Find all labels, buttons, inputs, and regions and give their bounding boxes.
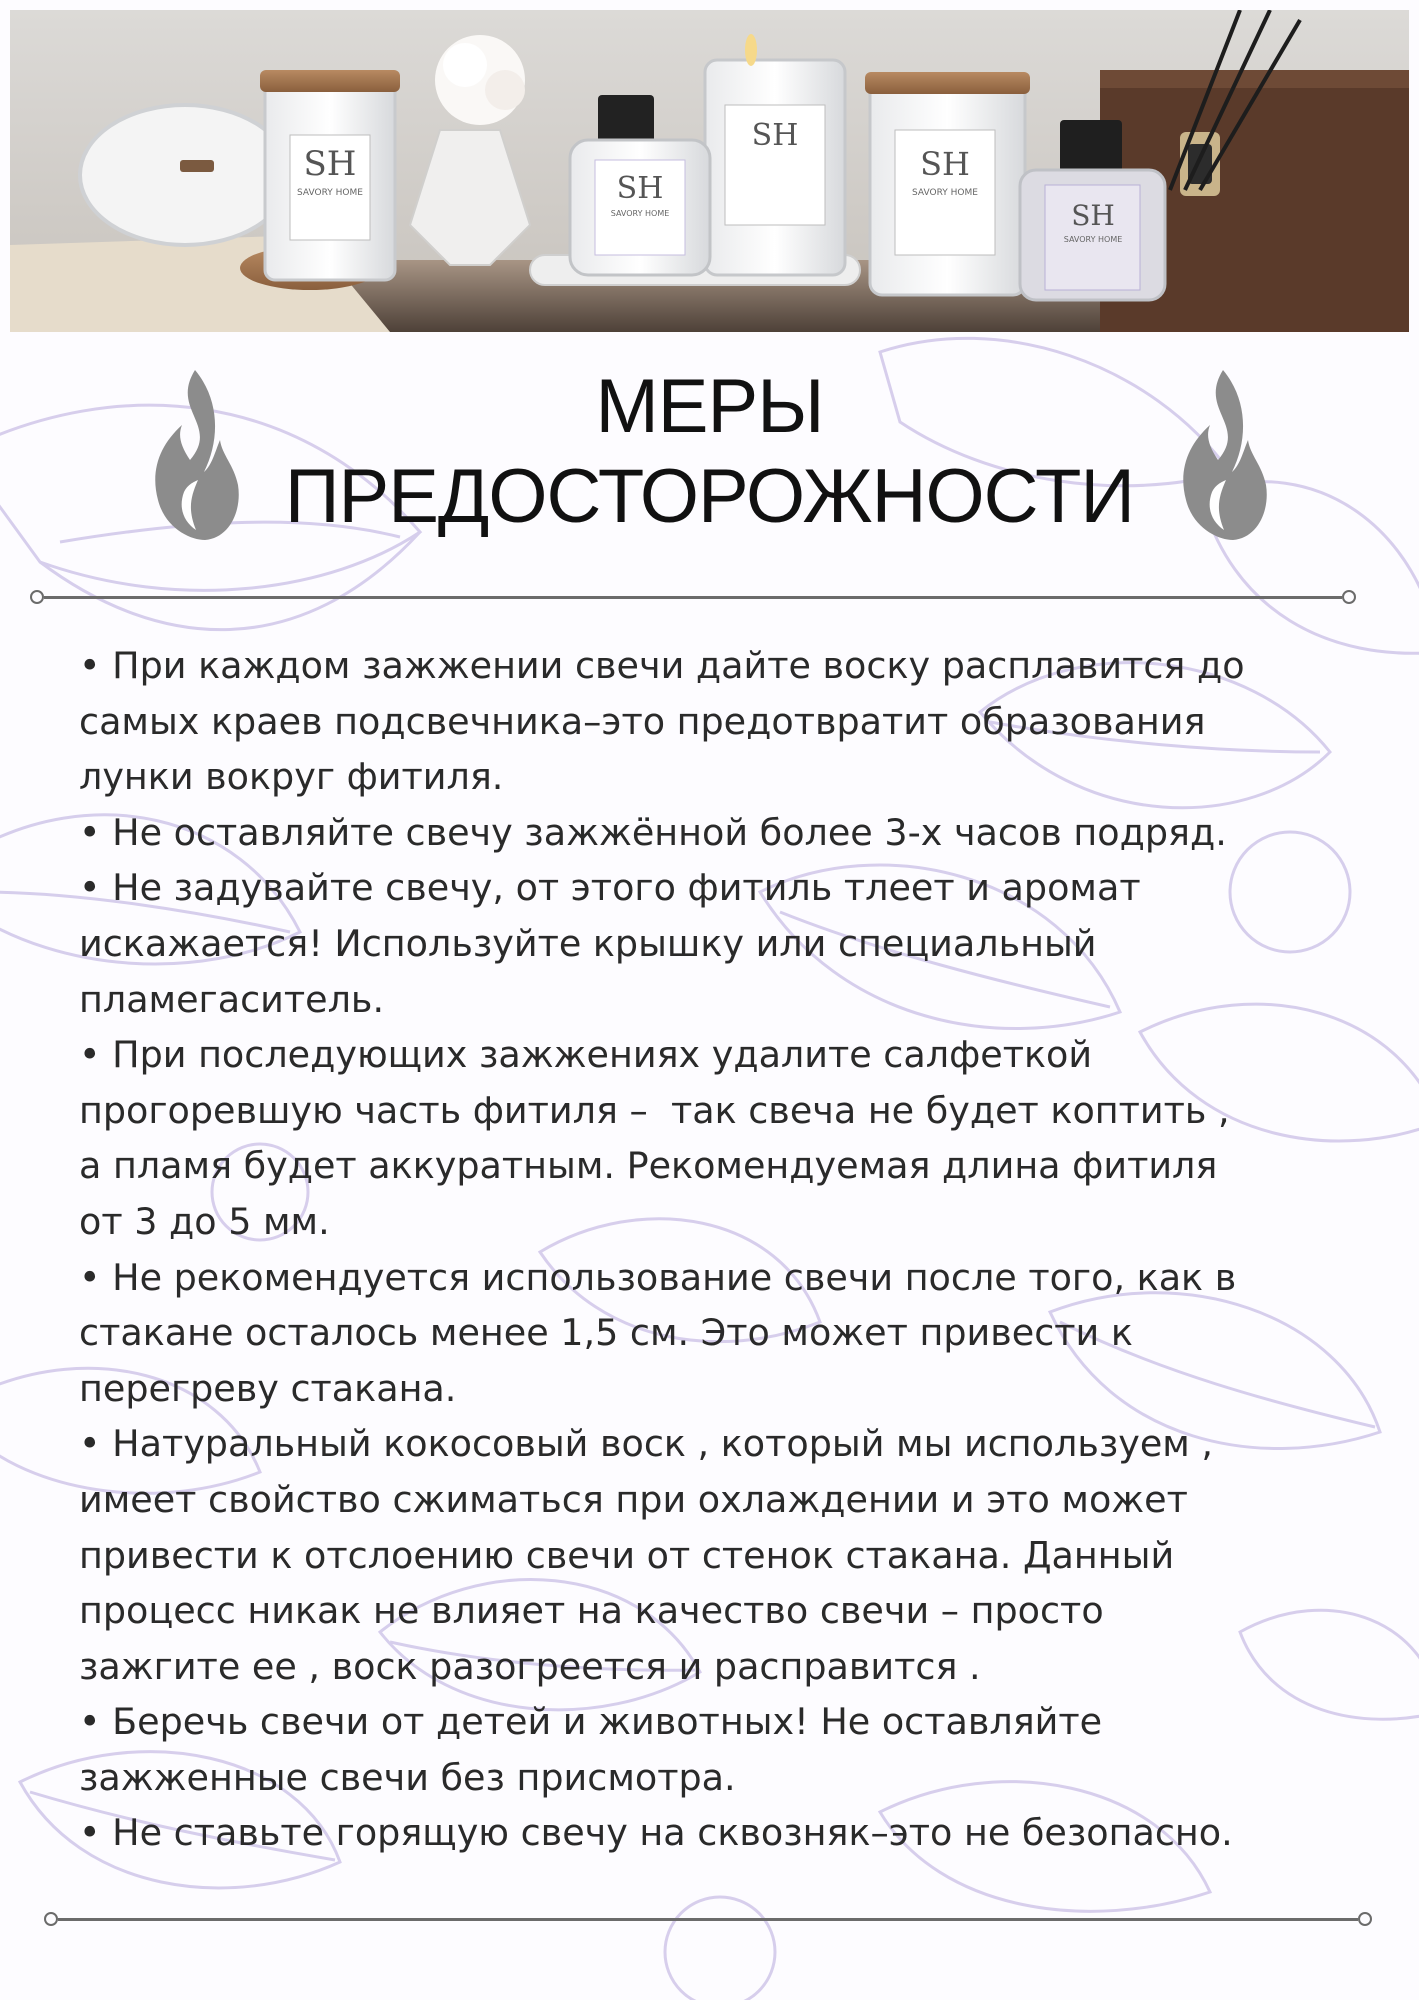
precautions-text [79,638,1369,1861]
precaution-line: • Не оставляйте свечу зажжённой более 3-х часов подряд. [79,810,1227,854]
label-brand-name: SAVORY HOME [1063,235,1123,244]
precaution-line: лунки вокруг фитиля. [79,755,504,799]
precaution-line: имеет свойство сжиматься при охлаждении и это может [79,1477,1188,1521]
candles-photo [10,10,1409,332]
precaution-line: от 3 до 5 мм. [79,1199,330,1243]
page-title [200,362,1219,542]
precaution-line: зажженные свечи без присмотра. [79,1755,736,1799]
precaution-line: • Не рекомендуется использование свечи после того, как в [79,1255,1237,1299]
precaution-line: пламегаситель. [79,977,385,1021]
precaution-line: • Беречь свечи от детей и животных! Не оставляйте [79,1700,1103,1744]
precaution-line: • При каждом зажжении свечи дайте воску расплавится до [79,644,1245,687]
label-brand-name: SAVORY HOME [297,188,363,198]
title-line-2: ПРЕДОСТОРОЖНОСТИ [284,454,1135,539]
precaution-line: • Не задувайте свечу, от этого фитиль тлеет и аромат [79,866,1141,910]
precaution-line: • Не ставьте горящую свечу на сквозняк–это не безопасно. [79,1811,1233,1855]
precaution-line: стакане осталось менее 1,5 см. Это может привести к [79,1311,1133,1355]
precaution-line: а пламя будет аккуратным. Рекомендуемая длина фитиля [79,1144,1218,1188]
label-brand-name: SAVORY HOME [912,188,978,198]
label-brand-mark: SH [920,145,970,183]
label-brand-mark: SH [751,118,799,153]
precaution-line: привести к отслоению свечи от стенок стакана. Данный [79,1533,1175,1577]
precaution-line: • При последующих зажжениях удалите салфеткой [79,1033,1093,1077]
precaution-line: самых краев подсвечника–это предотвратит образования [79,699,1206,743]
precaution-line: перегреву стакана. [79,1366,457,1410]
label-brand-mark: SH [1071,199,1115,232]
top-divider [30,590,1356,604]
title-line-1: МЕРЫ [595,364,824,449]
label-brand-name: SAVORY HOME [610,209,670,218]
bottom-divider [44,1912,1372,1926]
precaution-line: искажается! Используйте крышку или специальный [79,921,1097,965]
precaution-line: • Натуральный кокосовый воск , который мы используем , [79,1422,1214,1466]
precaution-line: прогоревшую часть фитиля – так свеча не будет коптить , [79,1088,1230,1132]
label-brand-mark: SH [303,144,357,184]
precaution-line: зажгите ее , воск разогреется и расправится . [79,1644,981,1688]
precaution-line: процесс никак не влияет на качество свечи – просто [79,1589,1104,1633]
label-brand-mark: SH [616,171,664,206]
